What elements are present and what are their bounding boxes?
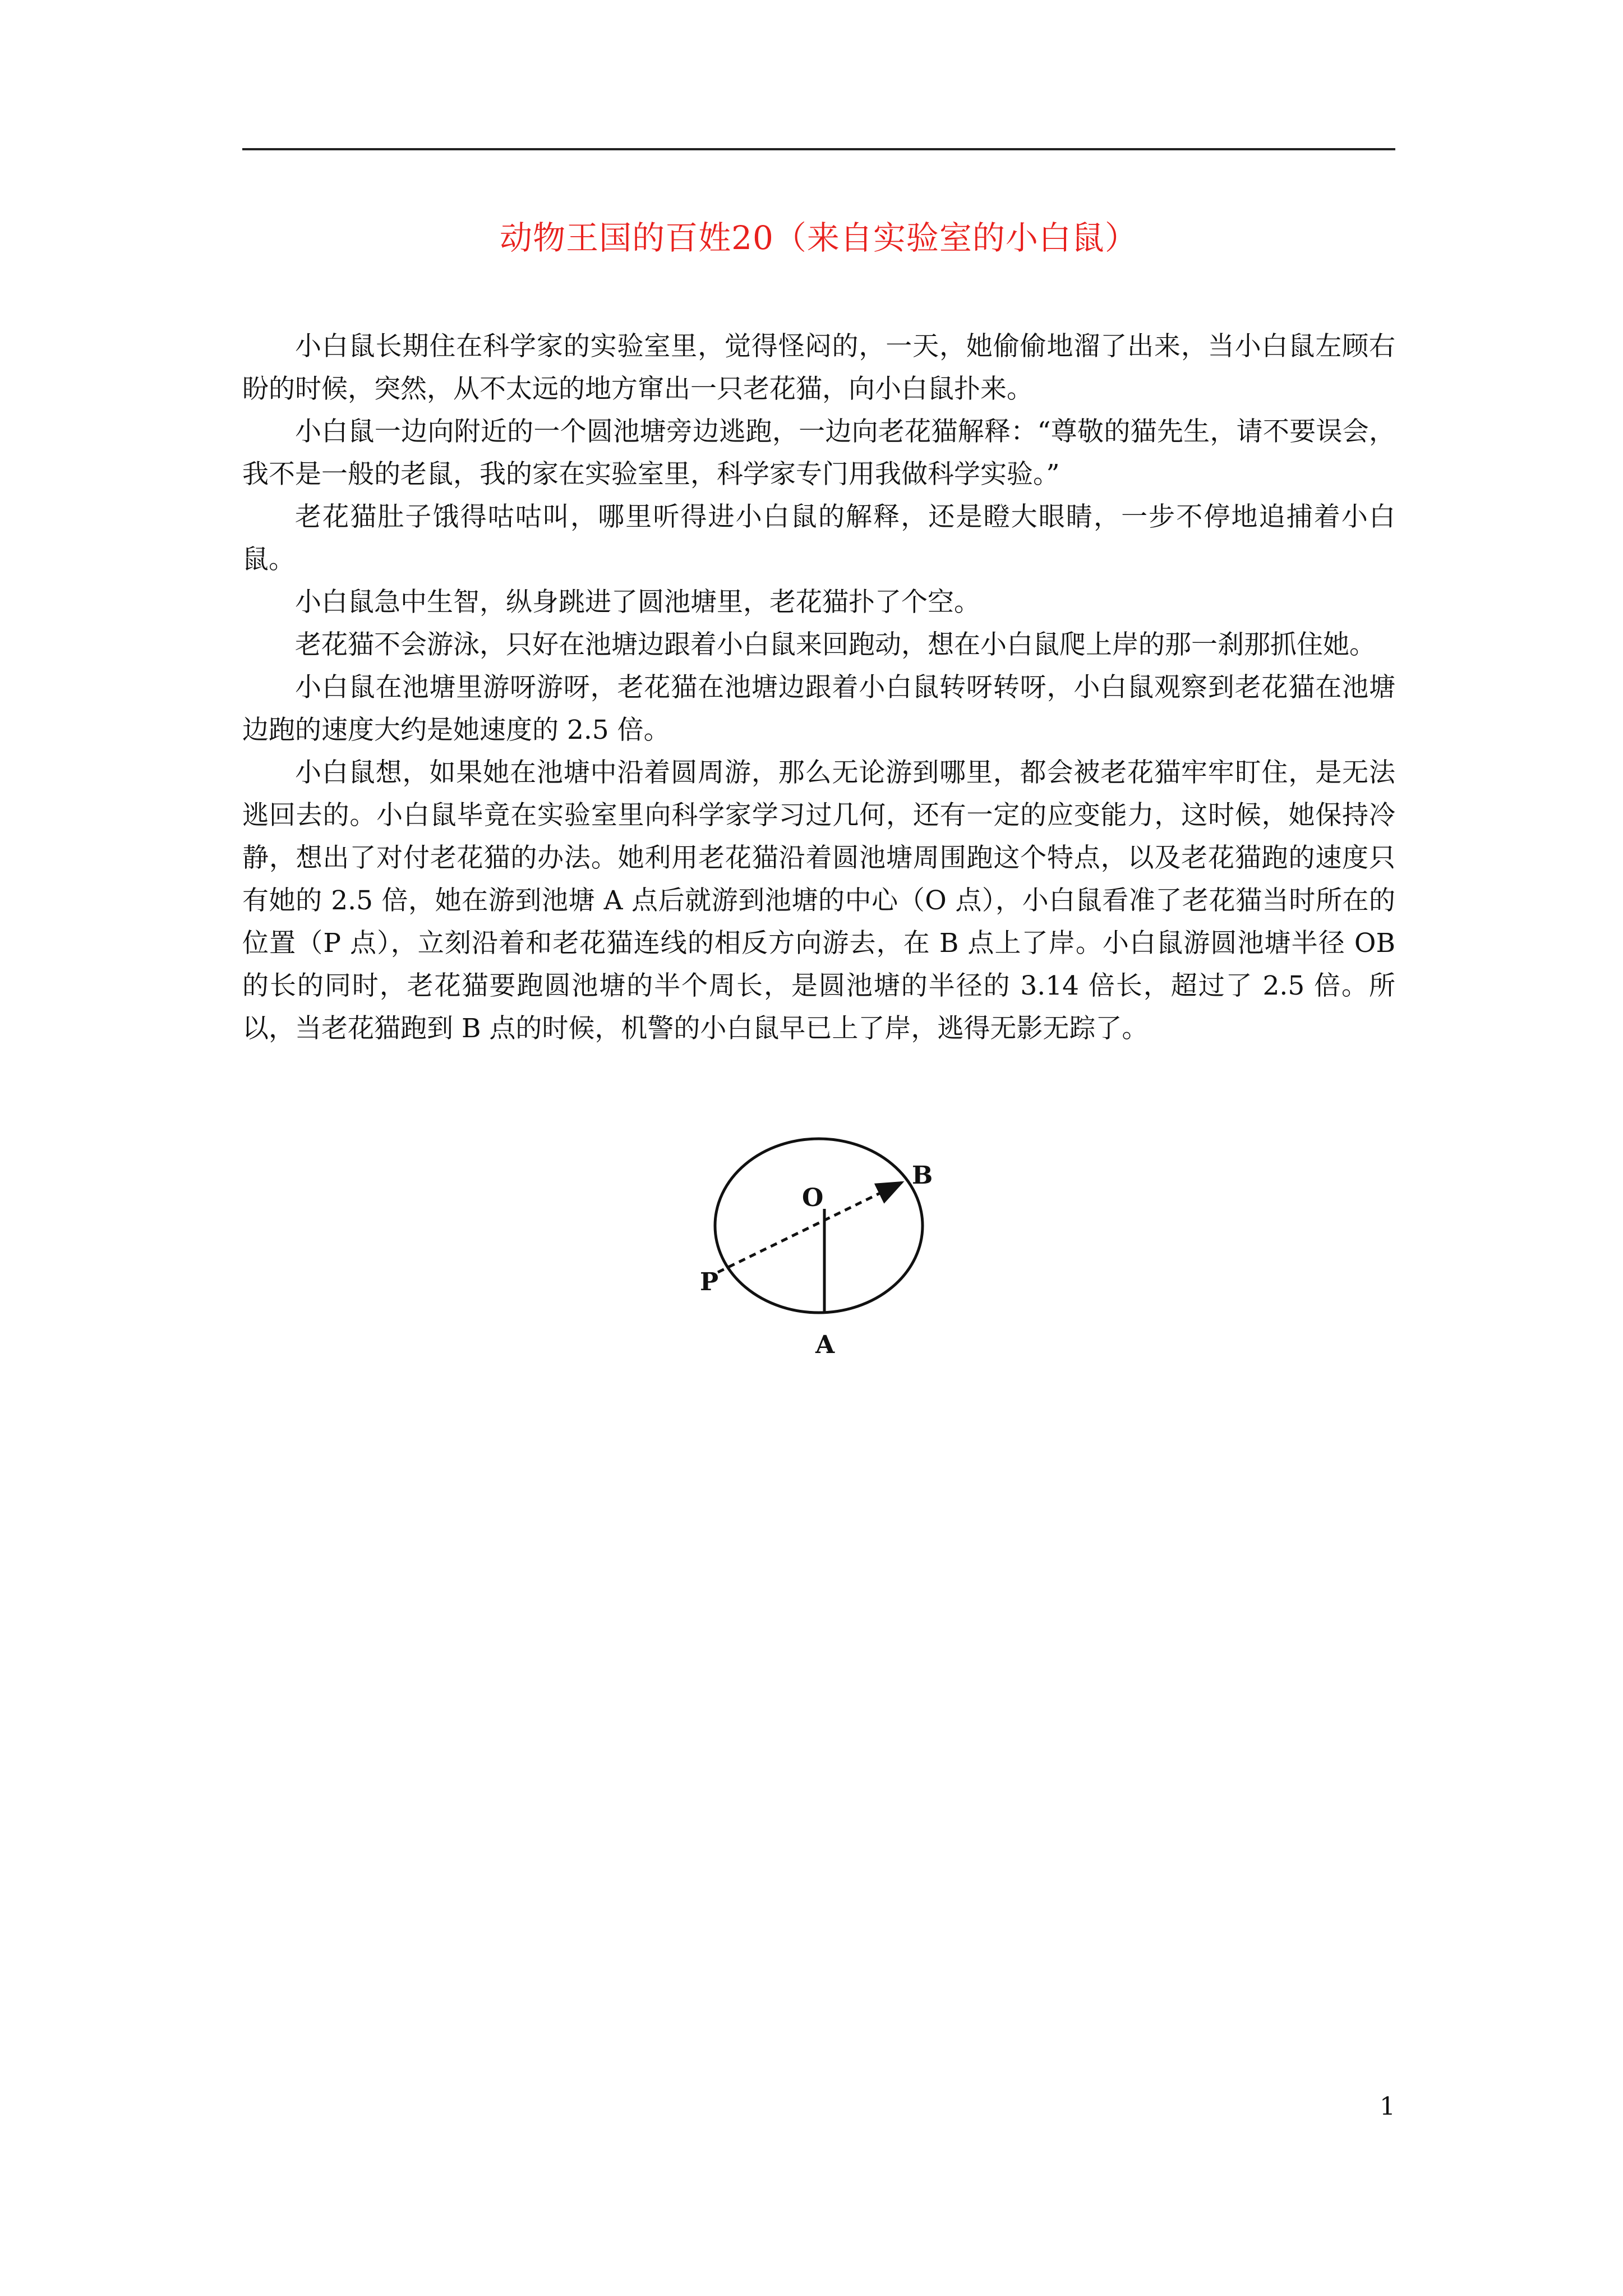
pond-circle <box>715 1139 923 1313</box>
pond-diagram-svg <box>690 1122 970 1363</box>
pond-diagram <box>690 1122 970 1363</box>
label-p: P <box>700 1268 719 1296</box>
paragraph: 老花猫不会游泳，只好在池塘边跟着小白鼠来回跑动，想在小白鼠爬上岸的那一刹那抓住她。 <box>295 629 1376 660</box>
header-rule <box>242 148 1395 150</box>
label-a: A <box>815 1331 835 1359</box>
paragraph: 小白鼠一边向附近的一个圆池塘旁边逃跑，一边向老花猫解释：“尊敬的猫先生，请不要误会，我不是一般的老鼠，我的家在实验室里，科学家专门用我做科学实验。” <box>242 416 1395 490</box>
paragraph: 老花猫肚子饿得咕咕叫，哪里听得进小白鼠的解释，还是瞪大眼睛，一步不停地追捕着小白鼠。 <box>242 501 1395 575</box>
page-number: 1 <box>1380 2092 1395 2121</box>
paragraph: 小白鼠想，如果她在池塘中沿着圆周游，那么无论游到哪里，都会被老花猫牢牢盯住，是无法逃回去的。小白鼠毕竟在实验室里向科学家学习过几何，还有一定的应变能力，这时候，她保持冷静，想出了对付老花猫的办法。她利用老花猫沿着圆池塘周围跑这个特点，以及老花猫跑的速度只有她的 2.5 倍，她在游到池塘 A 点后就游到池塘的中心（O 点），小白鼠看准了老花猫当时所在的位置（P 点），立刻沿着和老花猫连线的相反方向游去，在 B 点上了岸。小白鼠游圆池塘半径 OB 的长的同时，老花猫要跑圆池塘的半个周长，是圆池塘的半径的 3.14 倍长，超过了 2.5 倍。所以，当老花猫跑到 B 点的时候，机警的小白鼠早已上了岸，逃得无影无踪了。 <box>242 757 1395 1044</box>
paragraph: 小白鼠长期住在科学家的实验室里，觉得怪闷的，一天，她偷偷地溜了出来，当小白鼠左顾右盼的时候，突然，从不太远的地方窜出一只老花猫，向小白鼠扑来。 <box>242 331 1395 404</box>
body-text <box>242 325 1395 1050</box>
paragraph: 小白鼠急中生智，纵身跳进了圆池塘里，老花猫扑了个空。 <box>295 587 980 618</box>
document-title: 动物王国的百姓20（来自实验室的小白鼠） <box>500 219 1138 257</box>
paragraph: 小白鼠在池塘里游呀游呀，老花猫在池塘边跟着小白鼠转呀转呀，小白鼠观察到老花猫在池塘边跑的速度大约是她速度的 2.5 倍。 <box>242 672 1395 746</box>
label-o: O <box>802 1184 824 1212</box>
label-b: B <box>912 1161 933 1190</box>
